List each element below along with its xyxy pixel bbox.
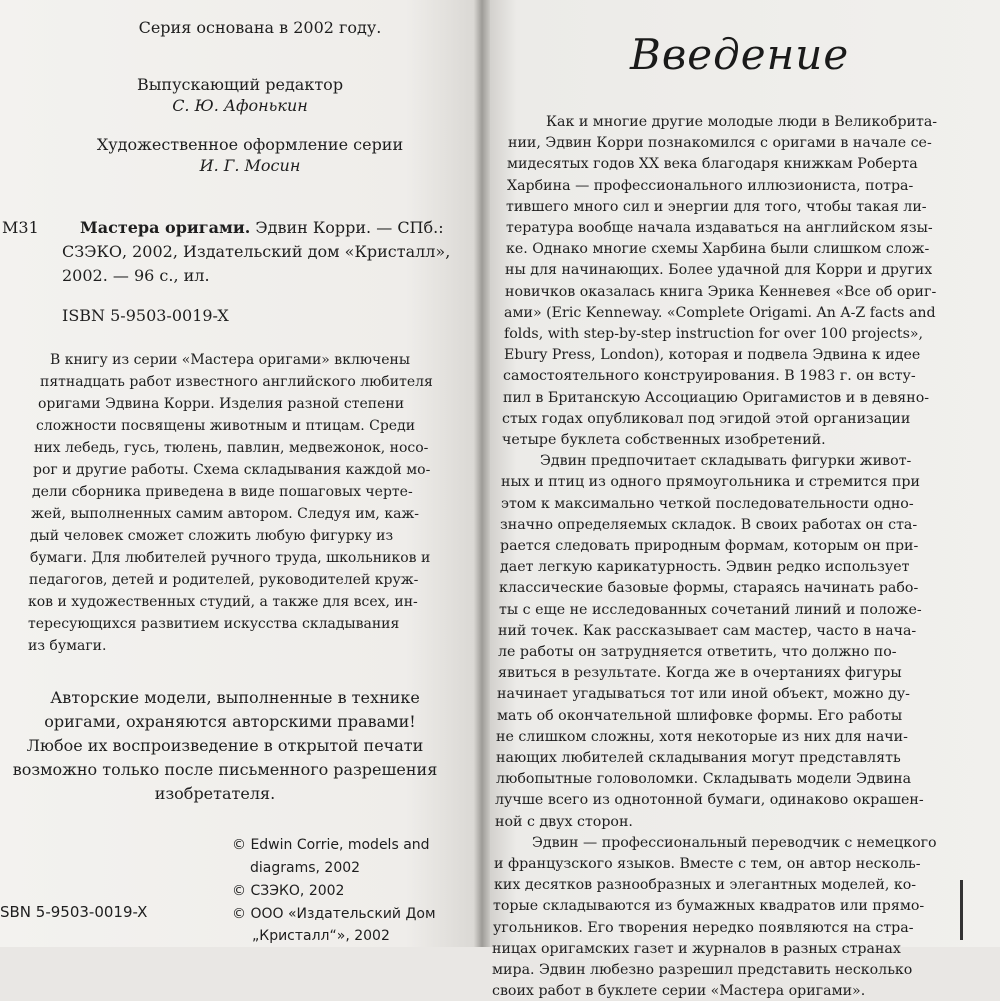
intro-line: любопытные головоломки. Складывать модели Эдвина <box>496 771 912 788</box>
annotation-line: дый человек сможет сложить любую фигурку из <box>30 528 394 544</box>
annotation-line: из бумаги. <box>28 638 107 654</box>
intro-line: стых годах опубликовал под эгидой этой организации <box>502 410 911 427</box>
page-edge-mark <box>960 880 963 940</box>
intro-line: самостоятельного конструирования. В 1983 г. он всту- <box>503 368 916 385</box>
intro-line: Как и многие другие молодые люди в Великобрита- <box>546 114 938 130</box>
annotation-line: них лебедь, гусь, тюлень, павлин, медвежонок, носо- <box>34 440 429 456</box>
catalog-line-1 <box>80 218 444 238</box>
isbn-bottom: SBN 5-9503-0019-X <box>0 903 148 921</box>
intro-line: ницах оригамских газет и журналов в разных странах <box>492 940 901 957</box>
copyright-line: © Edwin Corrie, models and <box>232 837 430 853</box>
intro-line: ами» (Eric Kenneway. «Complete Origami. An A-Z facts and <box>504 304 936 321</box>
intro-line: тература вообще начала издаваться на английском язы- <box>506 220 933 236</box>
intro-line: ке. Однако многие схемы Харбина были слишком слож- <box>506 241 930 258</box>
intro-line: лучше всего из однотонной бумаги, одинаково окрашен- <box>495 792 924 809</box>
rights-line: оригами, охраняются авторскими правами! <box>44 712 416 731</box>
intro-line: ны для начинающих. Более удачной для Корри и других <box>505 262 933 279</box>
annotation-line: бумаги. Для любителей ручного труда, школьников и <box>30 550 431 566</box>
intro-line: ных и птиц из одного прямоугольника и стремится при <box>501 474 920 491</box>
intro-line: не слишком сложны, хотя некоторые из них для начи- <box>496 728 908 745</box>
intro-line: Эдвин — профессиональный переводчик с немецкого <box>532 834 937 851</box>
catalog-code: М31 <box>2 218 39 237</box>
annotation-line: дели сборника приведена в виде пошаговых черте- <box>32 484 413 500</box>
intro-line: мира. Эдвин любезно разрешил представить несколько <box>492 962 913 978</box>
copyright-line: „Кристалл“», 2002 <box>252 928 390 944</box>
intro-line: Ebury Press, London), которая и подвела Эдвина к идее <box>504 347 921 364</box>
intro-line: начинает угадываться тот или иной объект, можно ду- <box>497 686 910 703</box>
intro-line: ной с двух сторон. <box>495 813 633 830</box>
intro-line: своих работ в буклете серии «Мастера оригами». <box>492 983 866 1000</box>
intro-line: явиться в результате. Когда же в очертаниях фигуры <box>498 665 902 682</box>
annotation-line: рог и другие работы. Схема складывания каждой мо- <box>33 462 431 478</box>
design-name: И. Г. Мосин <box>199 156 301 175</box>
annotation-line: жей, выполненных самим автором. Следуя им, каж- <box>31 506 420 522</box>
intro-line: четыре буклета собственных изобретений. <box>502 432 826 448</box>
series-note: Серия основана в 2002 году. <box>138 18 382 37</box>
catalog-line-2: СЗЭКО, 2002, Издательский дом «Кристалл», <box>62 242 451 261</box>
copyright-line: diagrams, 2002 <box>250 860 361 876</box>
intro-line: ний точек. Как рассказывает сам мастер, часто в нача- <box>498 622 917 639</box>
catalog-author: Эдвин Корри. — СПб.: <box>255 218 444 237</box>
intro-line: дает легкую карикатурность. Эдвин редко использует <box>500 559 910 576</box>
intro-line: значно определяемых складок. В своих работах он ста- <box>500 516 918 533</box>
chapter-heading: Введение <box>630 30 850 79</box>
copyright-line: © СЗЭКО, 2002 <box>232 883 345 899</box>
intro-line: рается следовать природным формам, которым он при- <box>500 538 919 554</box>
annotation-line: В книгу из серии «Мастера оригами» включены <box>50 352 411 368</box>
rights-line: Авторские модели, выполненные в технике <box>50 688 420 707</box>
intro-line: ле работы он затрудняется ответить, что должно по- <box>498 644 897 660</box>
intro-line: классические базовые формы, стараясь начинать рабо- <box>499 580 919 597</box>
intro-line: новичков оказалась книга Эрика Кенневея «Все об ориг- <box>505 283 937 300</box>
annotation-line: пятнадцать работ известного английского любителя <box>40 374 433 390</box>
annotation-line: педагогов, детей и родителей, руководителей круж- <box>29 572 419 588</box>
intro-line: нии, Эдвин Корри познакомился с оригами в начале се- <box>508 135 932 152</box>
catalog-line-3: 2002. — 96 с., ил. <box>62 266 210 285</box>
intro-line: угольников. Его творения нередко появляются на стра- <box>493 919 914 936</box>
rights-line: возможно только после письменного разрешения <box>12 760 438 779</box>
intro-line: мать об окончательной шлифовке формы. Его работы <box>497 707 903 724</box>
intro-line: нающих любителей складывания могут представлять <box>496 750 901 766</box>
book-title: Мастера оригами. <box>80 218 251 237</box>
intro-line: Харбина — профессионального иллюзиониста, потра- <box>507 177 914 194</box>
intro-line: мидесятых годов XX века благодаря книжкам Роберта <box>507 156 918 173</box>
intro-line: ты с еще не исследованных сочетаний линий и положе- <box>499 601 922 618</box>
intro-line: пил в Британскую Ассоциацию Оригамистов и в девяно- <box>503 389 930 406</box>
editor-name: С. Ю. Афонькин <box>172 96 308 115</box>
intro-line: этом к максимально четкой последовательности одно- <box>501 495 914 512</box>
intro-line: и французского языков. Вместе с тем, он автор несколь- <box>494 856 921 872</box>
annotation-line: сложности посвящены животным и птицам. Среди <box>36 418 416 434</box>
editor-role: Выпускающий редактор <box>136 75 344 94</box>
intro-line: folds, with step-by-step instruction for over 100 projects», <box>504 326 924 342</box>
catalog-isbn: ISBN 5-9503-0019-X <box>62 306 229 325</box>
annotation-line: ков и художественных студий, а также для всех, ин- <box>28 594 418 610</box>
annotation-line: оригами Эдвина Корри. Изделия разной степени <box>38 396 405 412</box>
intro-line: ких десятков разнообразных и элегантных моделей, ко- <box>494 877 917 894</box>
book-gutter <box>474 0 490 947</box>
copyright-line: © ООО «Издательский Дом <box>232 906 436 922</box>
design-role: Художественное оформление серии <box>96 135 404 154</box>
rights-line: Любое их воспроизведение в открытой печати <box>26 736 424 755</box>
annotation-line: тересующихся развитием искусства складывания <box>28 616 400 632</box>
rights-line: изобретателя. <box>154 784 276 803</box>
intro-line: Эдвин предпочитает складывать фигурки живот- <box>540 453 912 470</box>
intro-line: торые складываются из бумажных квадратов или прямо- <box>493 898 925 915</box>
intro-line: тившего много сил и энергии для того, чтобы такая ли- <box>506 198 927 215</box>
